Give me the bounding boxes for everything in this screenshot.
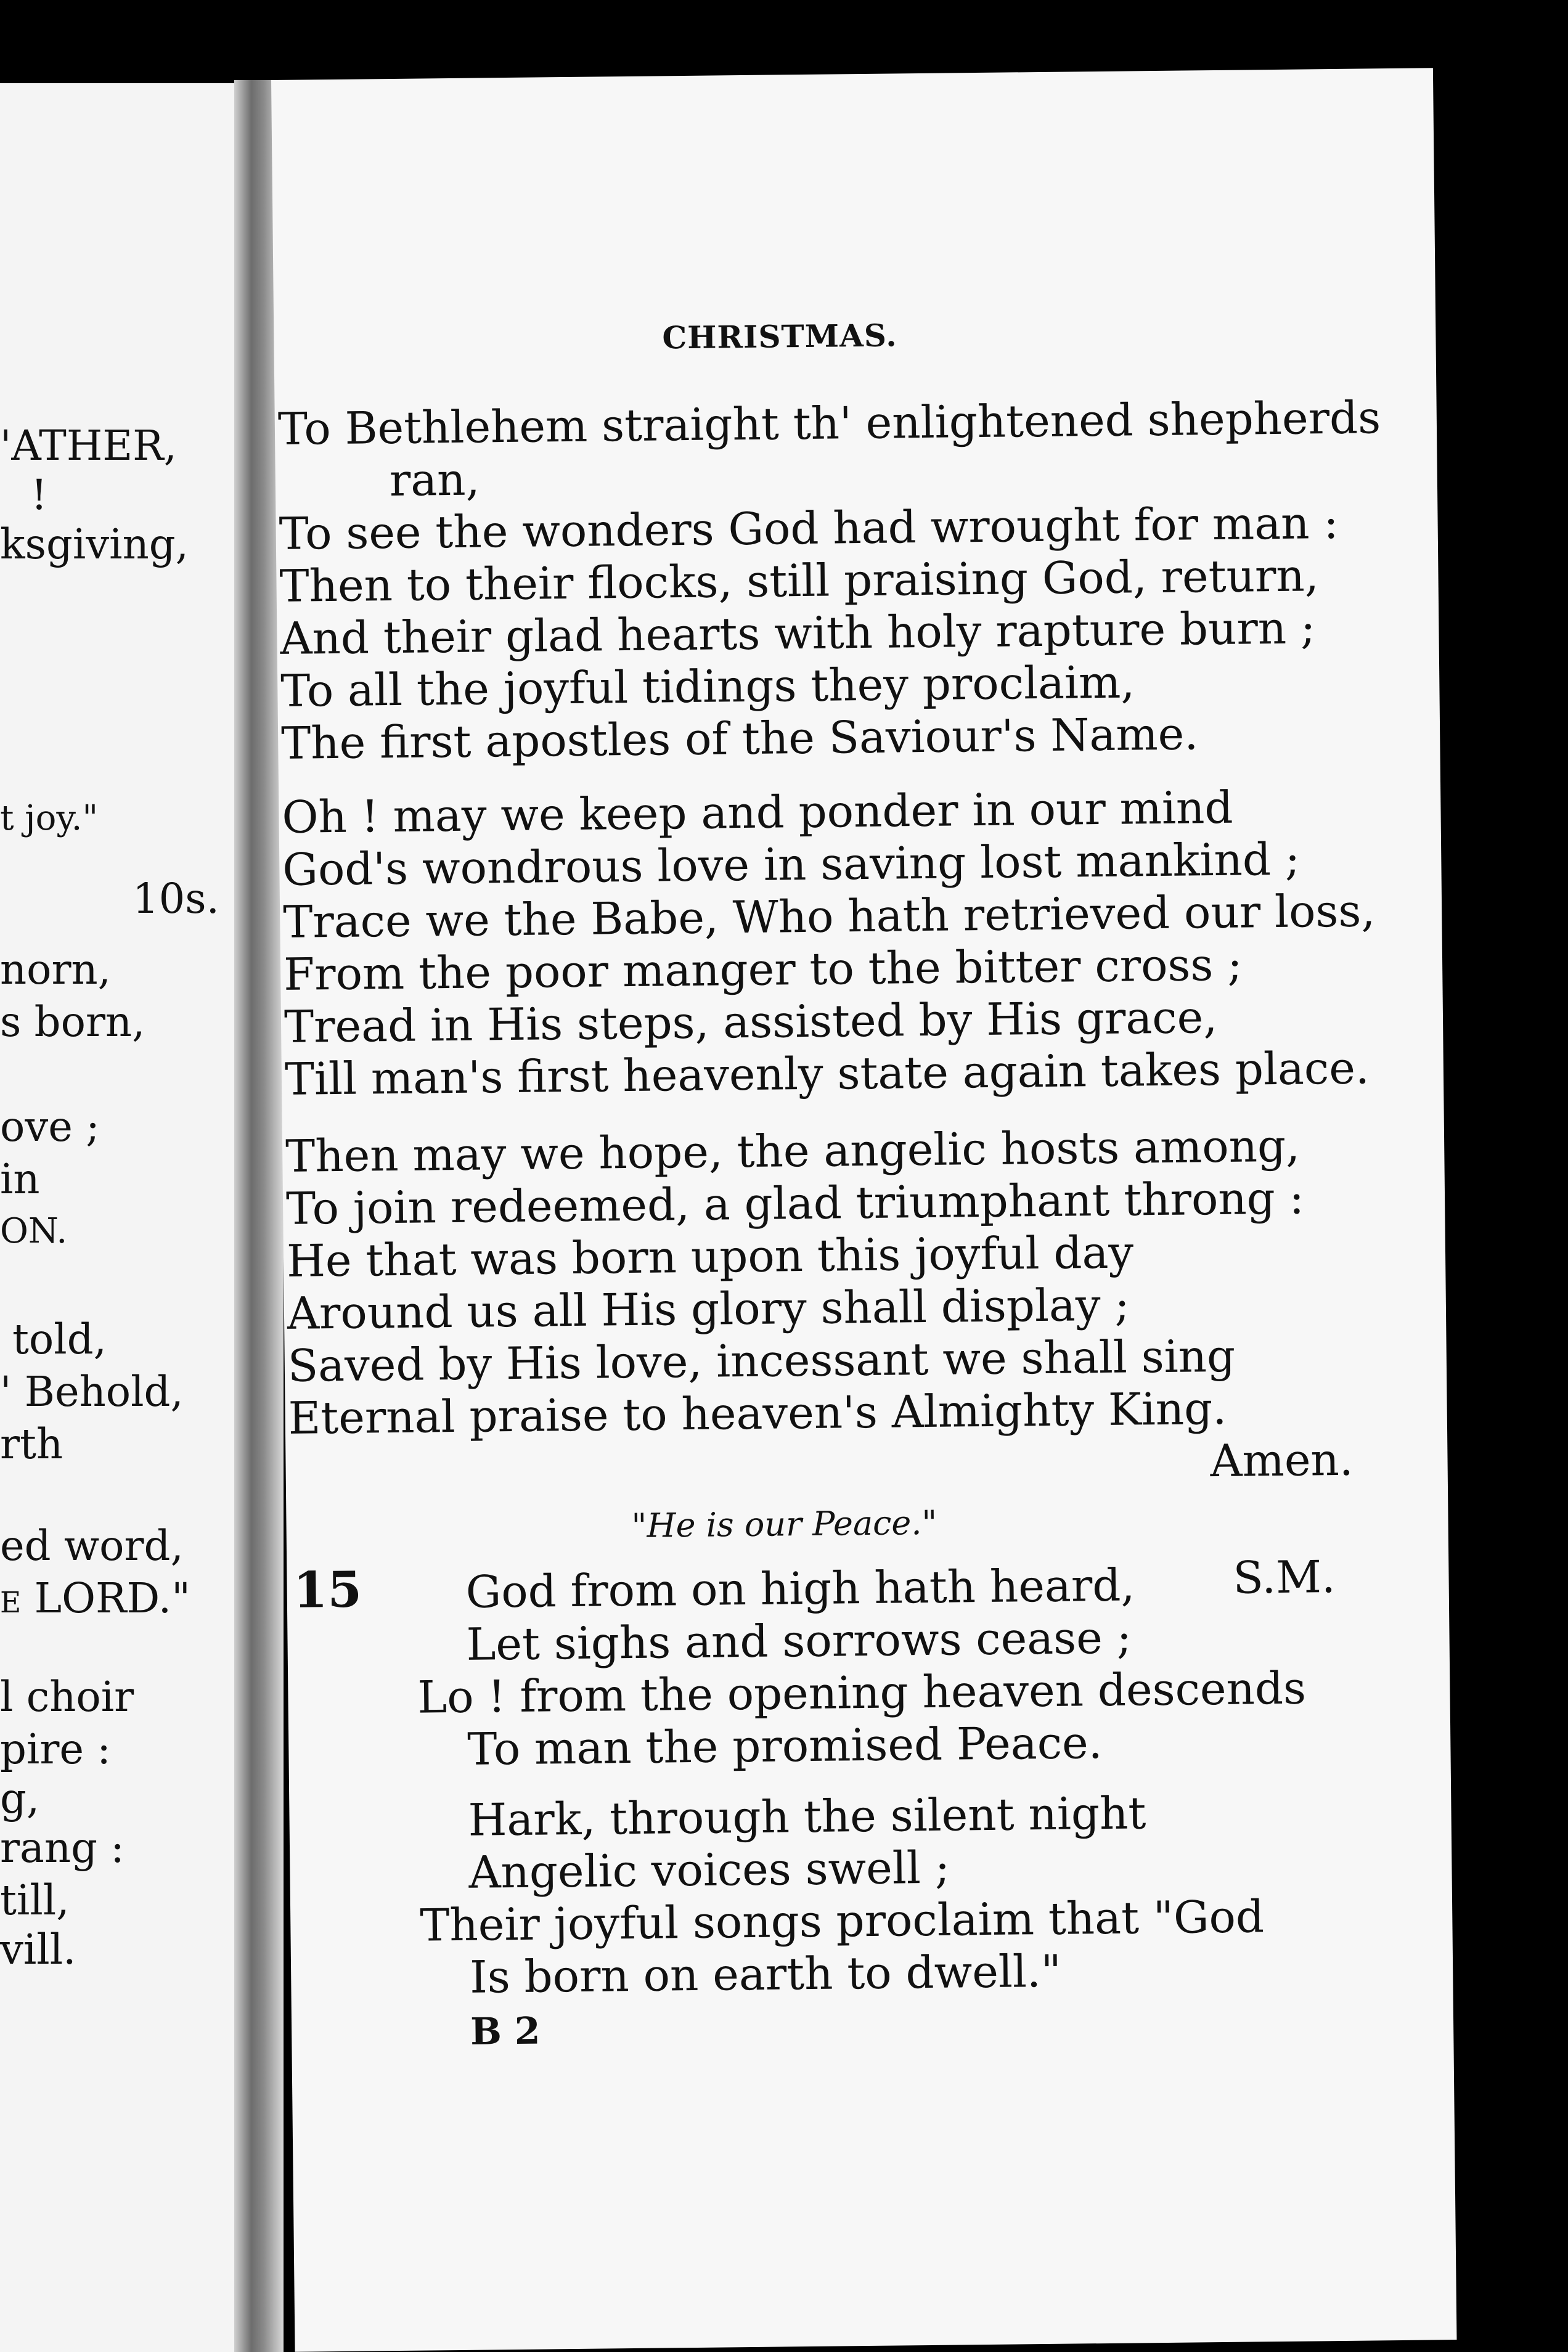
verse-line: Around us all His glory shall display ; — [287, 1278, 1130, 1339]
left-line: e LORD." — [0, 1574, 190, 1622]
left-line: pire : — [0, 1725, 111, 1773]
left-line: ed word, — [0, 1522, 184, 1570]
epigraph: "He is our Peace." — [631, 1503, 937, 1546]
verse-line: To join redeemed, a glad triumphant throng : — [285, 1172, 1305, 1235]
verse-line: God's wondrous love in saving lost mankind ; — [282, 833, 1301, 896]
left-line: l choir — [0, 1673, 134, 1721]
verse-line: Their joyful songs proclaim that "God — [419, 1890, 1265, 1951]
verse-line: Then may we hope, the angelic hosts among, — [285, 1119, 1301, 1182]
verse-line: To Bethlehem straight th' enlightened shepherds — [277, 391, 1381, 455]
verse-line: To all the joyful tidings they proclaim, — [280, 656, 1135, 717]
left-line: norn, — [0, 945, 111, 994]
left-line: 'ATHER, — [0, 422, 177, 470]
left-line: ! — [31, 471, 47, 519]
verse-line: And their glad hearts with holy rapture burn ; — [280, 602, 1316, 664]
left-line: rth — [0, 1420, 63, 1468]
verse-line: To see the wonders God had wrought for man : — [279, 496, 1339, 560]
left-line: rang : — [0, 1824, 125, 1872]
verse-line: Is born on earth to dwell." — [469, 1945, 1062, 2003]
verse-line: Eternal praise to heaven's Almighty King. — [288, 1382, 1227, 1444]
verse-line: Oh ! may we keep and ponder in our mind — [282, 781, 1233, 843]
verse-line: Let sighs and sorrows cease ; — [466, 1611, 1132, 1670]
hymn-meter: S.M. — [1233, 1551, 1336, 1604]
left-line: t joy." — [0, 798, 99, 838]
left-line: s born, — [0, 998, 145, 1046]
left-line: ON. — [0, 1211, 68, 1251]
left-line: g, — [0, 1774, 40, 1823]
left-line: ove ; — [0, 1103, 100, 1151]
verse-line: From the poor manger to the bitter cross ; — [283, 938, 1243, 1000]
verse-line: God from on high hath heard, — [465, 1559, 1135, 1618]
left-page — [0, 83, 243, 2352]
left-line: till, — [0, 1876, 70, 1924]
verse-line: ran, — [389, 453, 480, 507]
signature-mark: B 2 — [470, 2009, 541, 2054]
verse-line: Till man's first heavenly state again takes place. — [284, 1042, 1370, 1105]
verse-line: Hark, through the silent night — [468, 1787, 1146, 1846]
left-line: in — [0, 1155, 40, 1203]
verse-line: He that was born upon this joyful day — [286, 1226, 1134, 1287]
verse-line: The first apostles of the Saviour's Name. — [280, 708, 1199, 769]
left-line: told, — [12, 1315, 107, 1363]
left-line: ' Behold, — [0, 1368, 184, 1416]
page-header: CHRISTMAS. — [662, 317, 897, 356]
verse-line: Tread in His steps, assisted by His grace, — [284, 991, 1218, 1053]
verse-line: Lo ! from the opening heaven descends — [417, 1662, 1307, 1723]
verse-line: Trace we the Babe, Who hath retrieved our loss, — [282, 884, 1376, 948]
hymn-number: 15 — [293, 1560, 362, 1619]
left-line: vill. — [0, 1925, 76, 1974]
verse-line: Saved by His love, incessant we shall sing — [287, 1329, 1236, 1392]
amen: Amen. — [1210, 1433, 1354, 1487]
verse-line: Then to their flocks, still praising God, return, — [279, 549, 1320, 612]
left-line: ksgiving, — [0, 520, 189, 568]
verse-line: Angelic voices swell ; — [468, 1841, 950, 1898]
right-page — [271, 68, 1456, 2352]
left-line: 10s. — [133, 875, 219, 923]
verse-line: To man the promised Peace. — [467, 1717, 1103, 1775]
